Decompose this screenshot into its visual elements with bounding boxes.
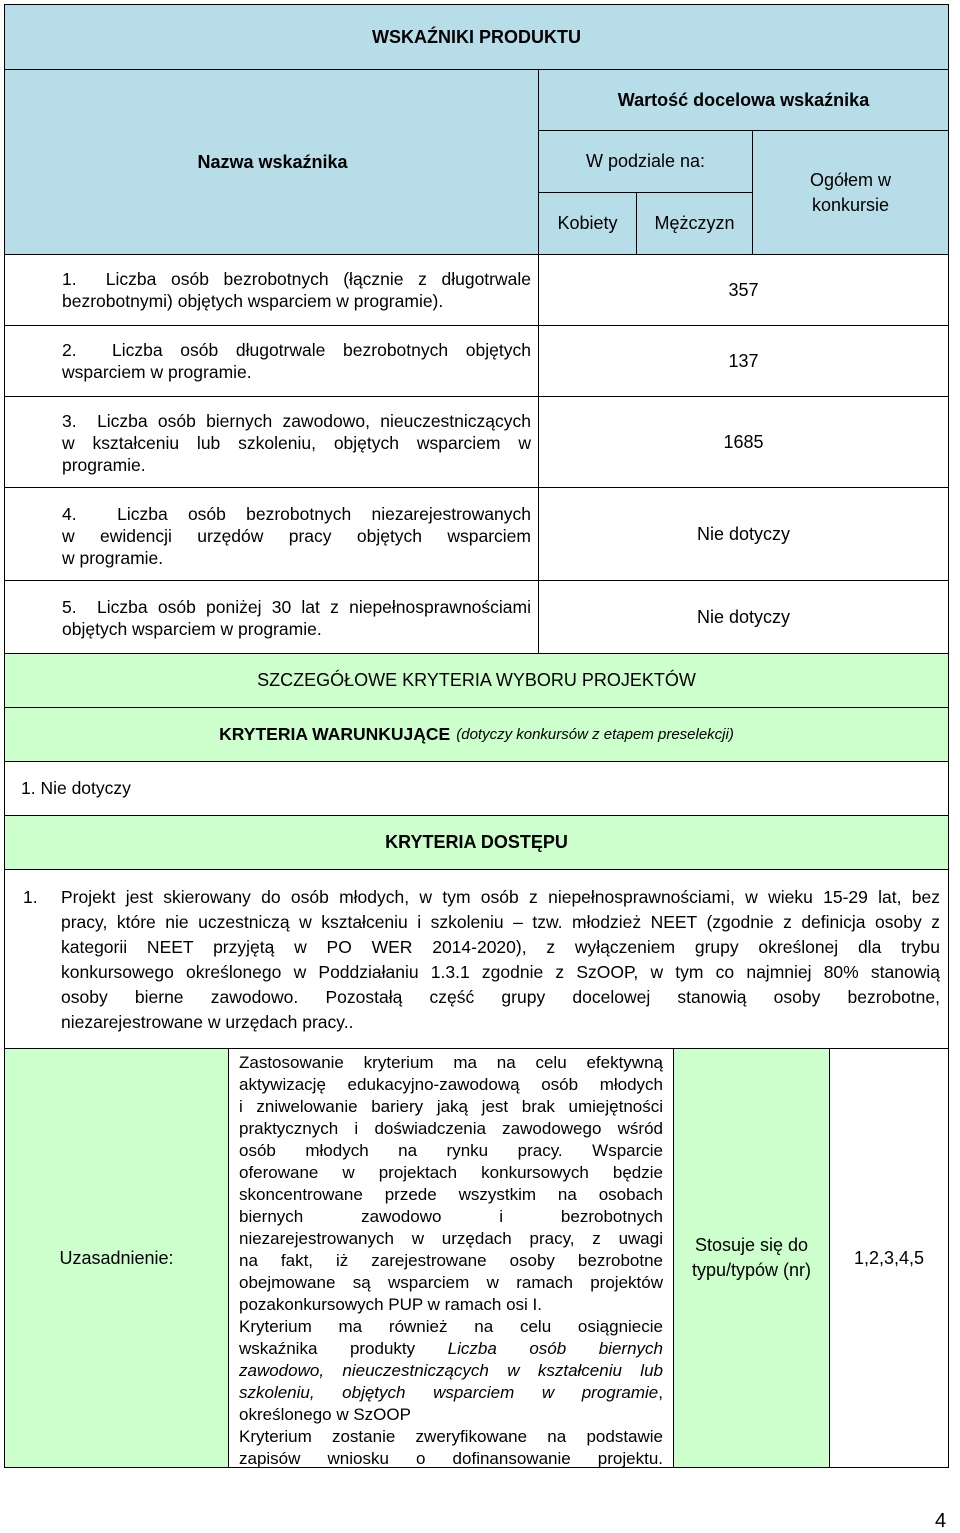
indicator-name: 5. Liczba osób poniżej 30 lat z niepełnosprawnościami objętych wsparciem w programie.	[62, 597, 531, 639]
justification-cell	[228, 1048, 674, 1468]
conditional-criteria-title: KRYTERIA WARUNKUJĄCE	[219, 724, 451, 744]
access-criteria-title: KRYTERIA DOSTĘPU	[4, 815, 949, 870]
indicator-row-2	[4, 325, 539, 397]
indicator-name-header: Nazwa wskaźnika	[197, 151, 348, 172]
indicator-name-header-cell	[4, 69, 539, 255]
justification-text: Zastosowanie kryterium ma na celu efektywną aktywizację edukacyjno-zawodową osób młodych i zniwelowanie bariery jaką jest brak umiejętności praktycznych i doświadczenia zawodowego wśród osób młodych na rynku pracy. Wsparcie oferowane w projektach konkursowych będzie skoncentrowane przede wszystkim na osobach biernych zawodowo i bezrobotnych niezarejestrowanych w urzędach pracy, z uwagi na fakt, iż zarejestrowane osoby bezrobotne obejmowane są wsparciem w ramach projektów pozakonkursowych PUP w ramach osi I. Kryterium ma również na celu osiągniecie wskaźnika produkty Liczba osób biernych zawodowo, nieuczestniczących w kształceniu lub szkoleniu, objętych wsparciem w programie, określonego w SzOOP Kryterium zostanie zweryfikowane na podstawie zapisów wniosku o dofinansowanie projektu.	[239, 1053, 663, 1468]
indicator-row-5	[4, 580, 539, 654]
indicator-total-4: Nie dotyczy	[538, 487, 949, 581]
indicator-total-2: 137	[538, 325, 949, 397]
women-header: Kobiety	[538, 192, 637, 255]
split-by-header: W podziale na:	[538, 130, 753, 193]
page-number: 4	[935, 1510, 947, 1532]
indicator-name: 1. Liczba osób bezrobotnych (łącznie z długotrwale bezrobotnymi) objętych wsparciem w programie).	[62, 269, 531, 311]
conditional-criteria-note: (dotyczy konkursów z etapem preselekcji)	[456, 726, 734, 743]
indicator-total-3: 1685	[538, 396, 949, 488]
conditional-criteria-header	[4, 707, 949, 762]
total-header: Ogółem w konkursie	[752, 130, 949, 255]
applies-to-label: Stosuje się do typu/typów (nr)	[673, 1048, 830, 1468]
indicator-name: 2. Liczba osób długotrwale bezrobotnych objętych wsparciem w programie.	[62, 340, 531, 382]
indicator-row-1	[4, 254, 539, 326]
access-criterion-1	[4, 869, 949, 1049]
indicator-name: 3. Liczba osób biernych zawodowo, nieuczestniczących w kształceniu lub szkoleniu, objętych wsparciem w programie.	[62, 411, 531, 475]
men-header: Mężczyzn	[636, 192, 753, 255]
indicator-row-3	[4, 396, 539, 488]
indicator-name: 4. Liczba osób bezrobotnych niezarejestrowanych w ewidencji urzędów pracy objętych wsparciem w programie.	[62, 504, 531, 568]
target-value-header: Wartość docelowa wskaźnika	[538, 69, 949, 131]
access-criterion-number: 1.	[23, 887, 38, 907]
applies-to-value: 1,2,3,4,5	[829, 1048, 949, 1468]
indicator-row-4	[4, 487, 539, 581]
access-criterion-text: Projekt jest skierowany do osób młodych, w tym osób z niepełnosprawnościami, w wieku 15-29 lat, bez pracy, które nie uczestniczą w kształceniu i szkoleniu – tzw. młodzież NEET (zgodnie z definicja osoby z kategorii NEET przyjętą w PO WER 2014-2020), z wyłączeniem grupy określonej dla trybu konkursowego określonego w Poddziałaniu 1.3.1 zgodnie z SzOOP, w tym co najmniej 80% stanowią osoby bierne zawodowo. Pozostałą część grupy docelowej stanowią osoby bezrobotne, niezarejestrowane w urzędach pracy..	[61, 887, 940, 1032]
justification-label: Uzasadnienie:	[4, 1048, 229, 1468]
indicator-total-1: 357	[538, 254, 949, 326]
indicators-section-title: WSKAŹNIKI PRODUKTU	[4, 4, 949, 70]
indicator-total-5: Nie dotyczy	[538, 580, 949, 654]
criteria-title: SZCZEGÓŁOWE KRYTERIA WYBORU PROJEKTÓW	[4, 653, 949, 708]
conditional-criteria-item: 1. Nie dotyczy	[4, 761, 949, 816]
